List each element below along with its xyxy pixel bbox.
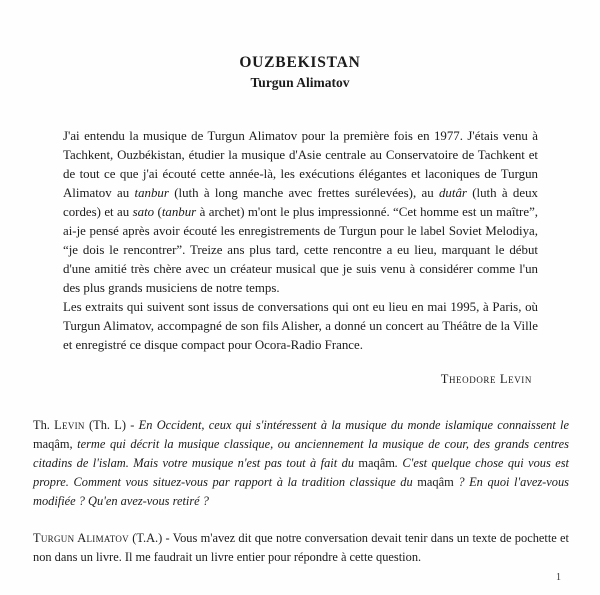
interview-answer xyxy=(33,529,569,567)
text-run: à archet) m'ont le plus impressionné. “Cet homme est un maître”, ai-je pensé après avoir écouté les enregistrements de Turgun pour le label Soviet Melodiya, “je dois le rencontrer”. Treize ans plus tard, cette rencontre a eu lieu, marquant le début d'une amitié très chère avec un créateur musical que je suis venu à considérer comme l'un des plus grands musiciens de notre temps. xyxy=(63,205,539,295)
page-number: 1 xyxy=(556,572,561,583)
text-run: . C'est quelque chose qui vous est propre. Comment vous situez-vous par rapport à la tradition classique du xyxy=(33,456,569,489)
page-subtitle: Turgun Alimatov xyxy=(250,75,350,90)
title-block xyxy=(0,0,600,91)
intro-paragraph-2 xyxy=(63,298,538,355)
text-run: dutâr xyxy=(438,186,467,200)
text-run: Th. xyxy=(33,418,55,432)
text-run: ( xyxy=(154,205,162,219)
interview-section xyxy=(33,416,569,567)
text-run: (Th. L) - xyxy=(84,418,139,432)
text-run: tanbur xyxy=(134,186,169,200)
interview-question xyxy=(33,416,569,511)
text-run: tanbur xyxy=(161,205,197,219)
intro-text xyxy=(63,127,538,355)
text-run: maqâm xyxy=(417,475,454,489)
text-run: Levin xyxy=(54,418,85,432)
text-run: maqâm xyxy=(358,456,395,470)
text-run: J'ai entendu la musique de Turgun Alimatov pour la première fois en 1977. J'étais venu à Tachkent, Ouzbékistan, étudier la musique d'Asie centrale au Conservatoire de Tachkent et de tout ce que j'ai écouté cette année-là, les exécutions élégantes et laconiques de Turgun Alimatov au xyxy=(63,129,538,200)
page-title: OUZBEKISTAN xyxy=(239,54,361,71)
text-run: (luth à deux cordes) et au xyxy=(63,186,538,219)
text-run: Turgun Alimatov xyxy=(33,531,129,545)
text-run: , terme qui décrit la musique classique, ou anciennement la musique de cour, des grands centres citadins de l'islam. Mais votre musique n'est pas tout à fait du xyxy=(33,437,569,470)
text-run: (T.A.) - Vous m'avez dit que notre conversation devait tenir dans un texte de pochette et non dans un livre. Il me faudrait un livre entier pour répondre à cette question. xyxy=(33,531,569,564)
text-run: En Occident, ceux qui s'intéressent à la musique du monde islamique connaissent le xyxy=(138,418,570,432)
text-run: (luth à long manche avec frettes surélevées), au xyxy=(168,186,439,200)
text-run: Les extraits qui suivent sont issus de conversations qui ont eu lieu en mai 1995, à Paris, où Turgun Alimatov, accompagné de son fils Alisher, a donné un concert au Théâtre de la Ville et enregistré ce disque compact pour Ocora-Radio France. xyxy=(63,300,538,352)
text-run: sato xyxy=(132,205,155,219)
text-run: ? En quoi l'avez-vous modifiée ? Qu'en avez-vous retiré ? xyxy=(33,475,569,508)
text-run: maqâm xyxy=(33,437,70,451)
intro-paragraph-1 xyxy=(63,127,538,298)
author-signature: Theodore Levin xyxy=(440,372,532,386)
